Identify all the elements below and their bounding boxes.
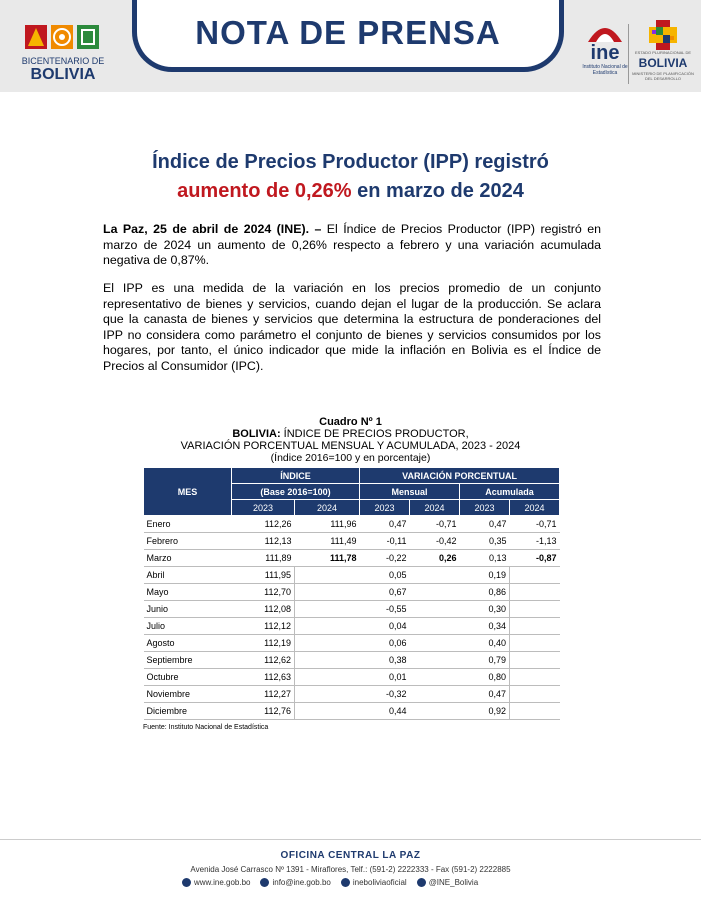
- table-row: [144, 516, 560, 533]
- header-base: (Base 2016=100): [232, 484, 360, 500]
- cell-mensual-2024: 0,26: [410, 550, 460, 567]
- cell-acumulada-2024: [510, 618, 560, 635]
- cell-indice-2023: 112,62: [232, 652, 295, 669]
- bicentenario-title: BOLIVIA: [30, 66, 96, 83]
- header-year: 2023: [460, 500, 510, 516]
- cell-indice-2024: 111,78: [295, 550, 360, 567]
- cell-mes: Febrero: [144, 533, 232, 550]
- email-link[interactable]: info@ine.gob.bo: [272, 878, 331, 887]
- table-row: [144, 669, 560, 686]
- cell-acumulada-2023: 0,34: [460, 618, 510, 635]
- cell-mensual-2023: -0,22: [360, 550, 410, 567]
- body-paragraph: El IPP es una medida de la variación en los precios promedio de un conjunto representativo de bienes y servicios, cuando dejan el lugar de la producción. Se aclara que la canasta de bienes y servicios que determina la estructura de ponderaciones del IPP no considera como parámetro el conjunto de bienes y servicios consumidos por los hogares, por tanto, el único indicador que mide la inflación en Bolivia es el Índice de Precios al Consumidor (IPC).: [103, 281, 601, 373]
- footer-address: Avenida José Carrasco Nº 1391 - Miraflores, Telf.: (591-2) 2222333 - Fax (591-2) 2222885: [190, 865, 511, 874]
- bicentenario-logo: [8, 22, 118, 84]
- cell-mes: Mayo: [144, 584, 232, 601]
- table-number: Cuadro Nº 1: [319, 416, 382, 428]
- header-year: 2024: [510, 500, 560, 516]
- table-row: [144, 550, 560, 567]
- cell-acumulada-2024: -0,87: [510, 550, 560, 567]
- cell-mensual-2023: -0,11: [360, 533, 410, 550]
- cell-mensual-2024: [410, 618, 460, 635]
- lead-text: El Índice de Precios Productor (IPP) registró en marzo de 2024 un aumento de 0,26% respecto a febrero y una variación acumulada negativa de 0,87%.: [103, 222, 602, 268]
- table-row: [144, 567, 560, 584]
- cell-indice-2024: [295, 635, 360, 652]
- cell-indice-2024: [295, 567, 360, 584]
- table-title-country: BOLIVIA:: [232, 428, 281, 440]
- cell-mensual-2023: 0,04: [360, 618, 410, 635]
- cell-indice-2024: [295, 584, 360, 601]
- cell-acumulada-2024: [510, 567, 560, 584]
- cell-indice-2023: 112,08: [232, 601, 295, 618]
- facebook-link[interactable]: ineboliviaoficial: [352, 878, 407, 887]
- cell-mensual-2023: 0,01: [360, 669, 410, 686]
- email-contact[interactable]: [260, 878, 330, 887]
- twitter-link[interactable]: @INE_Bolivia: [428, 878, 479, 887]
- cell-mes: Junio: [144, 601, 232, 618]
- table-row: [144, 686, 560, 703]
- email-icon: [260, 878, 269, 887]
- header-bar: [0, 0, 701, 92]
- cell-mensual-2024: [410, 652, 460, 669]
- cell-mensual-2024: [410, 635, 460, 652]
- cell-mensual-2024: [410, 669, 460, 686]
- table-row: [144, 584, 560, 601]
- header-year: 2023: [232, 500, 295, 516]
- estado-logo: [632, 20, 694, 86]
- cell-indice-2023: 111,95: [232, 567, 295, 584]
- globe-icon: [182, 878, 191, 887]
- cell-indice-2024: [295, 703, 360, 720]
- cell-indice-2023: 112,70: [232, 584, 295, 601]
- banner-title: NOTA DE PRENSA: [195, 14, 501, 51]
- cell-acumulada-2023: 0,13: [460, 550, 510, 567]
- table-units: (Índice 2016=100 y en porcentaje): [270, 452, 431, 464]
- web-link[interactable]: www.ine.gob.bo: [194, 878, 251, 887]
- table-row: [144, 601, 560, 618]
- ine-logo: [582, 20, 632, 86]
- header-variacion: VARIACIÓN PORCENTUAL: [360, 468, 560, 484]
- cell-indice-2024: 111,96: [295, 516, 360, 533]
- cell-mensual-2024: [410, 703, 460, 720]
- facebook-icon: [341, 878, 350, 887]
- cell-indice-2023: 112,12: [232, 618, 295, 635]
- header-indice: ÍNDICE: [232, 468, 360, 484]
- cell-acumulada-2023: 0,40: [460, 635, 510, 652]
- web-contact[interactable]: [182, 878, 250, 887]
- cell-acumulada-2023: 0,47: [460, 686, 510, 703]
- cell-acumulada-2024: [510, 669, 560, 686]
- table-row: [144, 703, 560, 720]
- cell-mensual-2023: 0,67: [360, 584, 410, 601]
- headline-rest: en marzo de 2024: [351, 180, 524, 202]
- header-mes: MES: [144, 468, 232, 516]
- cell-acumulada-2023: 0,92: [460, 703, 510, 720]
- cell-acumulada-2024: [510, 652, 560, 669]
- cell-indice-2024: [295, 652, 360, 669]
- cell-mensual-2023: -0,55: [360, 601, 410, 618]
- ipp-table: [143, 467, 560, 720]
- chakana-icon: [632, 20, 694, 50]
- cell-mensual-2023: 0,06: [360, 635, 410, 652]
- header-mensual: Mensual: [360, 484, 460, 500]
- table-body: [144, 516, 560, 720]
- cell-indice-2023: 111,89: [232, 550, 295, 567]
- press-note-banner: [132, 0, 564, 72]
- twitter-contact[interactable]: [417, 878, 478, 887]
- cell-indice-2023: 112,26: [232, 516, 295, 533]
- bicentenario-emblem-icon: [24, 22, 102, 52]
- cell-acumulada-2023: 0,79: [460, 652, 510, 669]
- ine-name: ine: [590, 42, 620, 64]
- cell-acumulada-2024: [510, 686, 560, 703]
- cell-mensual-2024: [410, 567, 460, 584]
- header-year: 2024: [295, 500, 360, 516]
- cell-indice-2023: 112,19: [232, 635, 295, 652]
- cell-mensual-2023: 0,38: [360, 652, 410, 669]
- cell-indice-2024: [295, 618, 360, 635]
- ministry-name: MINISTERIO DE PLANIFICACIÓN DEL DESARROLLO: [632, 71, 694, 81]
- footer-divider: [0, 839, 701, 840]
- cell-mensual-2024: [410, 686, 460, 703]
- dateline: La Paz, 25 de abril de 2024 (INE). –: [103, 222, 322, 236]
- cell-mes: Enero: [144, 516, 232, 533]
- cell-indice-2023: 112,76: [232, 703, 295, 720]
- cell-acumulada-2024: [510, 584, 560, 601]
- cell-mes: Octubre: [144, 669, 232, 686]
- estado-title: BOLIVIA: [638, 56, 688, 70]
- headline-line-2: [60, 180, 641, 203]
- table-subtitle: VARIACIÓN PORCENTUAL MENSUAL Y ACUMULADA, 2023 - 2024: [180, 440, 521, 452]
- cell-mes: Agosto: [144, 635, 232, 652]
- cell-mes: Septiembre: [144, 652, 232, 669]
- ine-subtitle: Instituto Nacional de Estadística: [582, 64, 628, 76]
- headline-line-1: Índice de Precios Productor (IPP) registró: [152, 151, 549, 173]
- cell-mensual-2023: 0,47: [360, 516, 410, 533]
- cell-acumulada-2024: -0,71: [510, 516, 560, 533]
- cell-acumulada-2024: [510, 601, 560, 618]
- header-year: 2023: [360, 500, 410, 516]
- cell-acumulada-2023: 0,80: [460, 669, 510, 686]
- cell-mes: Julio: [144, 618, 232, 635]
- cell-acumulada-2024: -1,13: [510, 533, 560, 550]
- table-row: [144, 652, 560, 669]
- cell-mensual-2023: 0,05: [360, 567, 410, 584]
- cell-acumulada-2023: 0,47: [460, 516, 510, 533]
- cell-mensual-2024: -0,42: [410, 533, 460, 550]
- header-year: 2024: [410, 500, 460, 516]
- cell-indice-2024: [295, 601, 360, 618]
- cell-mensual-2023: -0,32: [360, 686, 410, 703]
- header-acumulada: Acumulada: [460, 484, 560, 500]
- cell-acumulada-2024: [510, 635, 560, 652]
- bicentenario-subtitle: BICENTENARIO DE: [21, 56, 105, 66]
- cell-mes: Diciembre: [144, 703, 232, 720]
- estado-subtitle: ESTADO PLURINACIONAL DE: [634, 50, 691, 55]
- facebook-contact[interactable]: [341, 878, 407, 887]
- cell-acumulada-2023: 0,35: [460, 533, 510, 550]
- cell-indice-2023: 112,27: [232, 686, 295, 703]
- ine-mountain-icon: [582, 20, 628, 42]
- footer-contacts: [182, 878, 478, 887]
- cell-indice-2024: [295, 686, 360, 703]
- table-row: [144, 618, 560, 635]
- cell-indice-2024: [295, 669, 360, 686]
- footer-title: OFICINA CENTRAL LA PAZ: [280, 850, 421, 861]
- logo-divider: [628, 24, 629, 84]
- lead-paragraph: [103, 222, 601, 269]
- twitter-icon: [417, 878, 426, 887]
- table-row: [144, 533, 560, 550]
- cell-mensual-2023: 0,44: [360, 703, 410, 720]
- cell-acumulada-2023: 0,19: [460, 567, 510, 584]
- headline-highlight: aumento de 0,26%: [177, 180, 352, 202]
- table-title: [140, 428, 561, 440]
- table-source: Fuente: Instituto Nacional de Estadística: [143, 724, 269, 731]
- cell-indice-2023: 112,13: [232, 533, 295, 550]
- cell-mes: Abril: [144, 567, 232, 584]
- cell-mensual-2024: [410, 601, 460, 618]
- cell-mensual-2024: [410, 584, 460, 601]
- cell-acumulada-2023: 0,86: [460, 584, 510, 601]
- cell-mes: Noviembre: [144, 686, 232, 703]
- cell-indice-2024: 111,49: [295, 533, 360, 550]
- cell-mes: Marzo: [144, 550, 232, 567]
- cell-acumulada-2023: 0,30: [460, 601, 510, 618]
- cell-indice-2023: 112,63: [232, 669, 295, 686]
- cell-mensual-2024: -0,71: [410, 516, 460, 533]
- cell-acumulada-2024: [510, 703, 560, 720]
- table-row: [144, 635, 560, 652]
- table-title-text: ÍNDICE DE PRECIOS PRODUCTOR,: [280, 428, 469, 440]
